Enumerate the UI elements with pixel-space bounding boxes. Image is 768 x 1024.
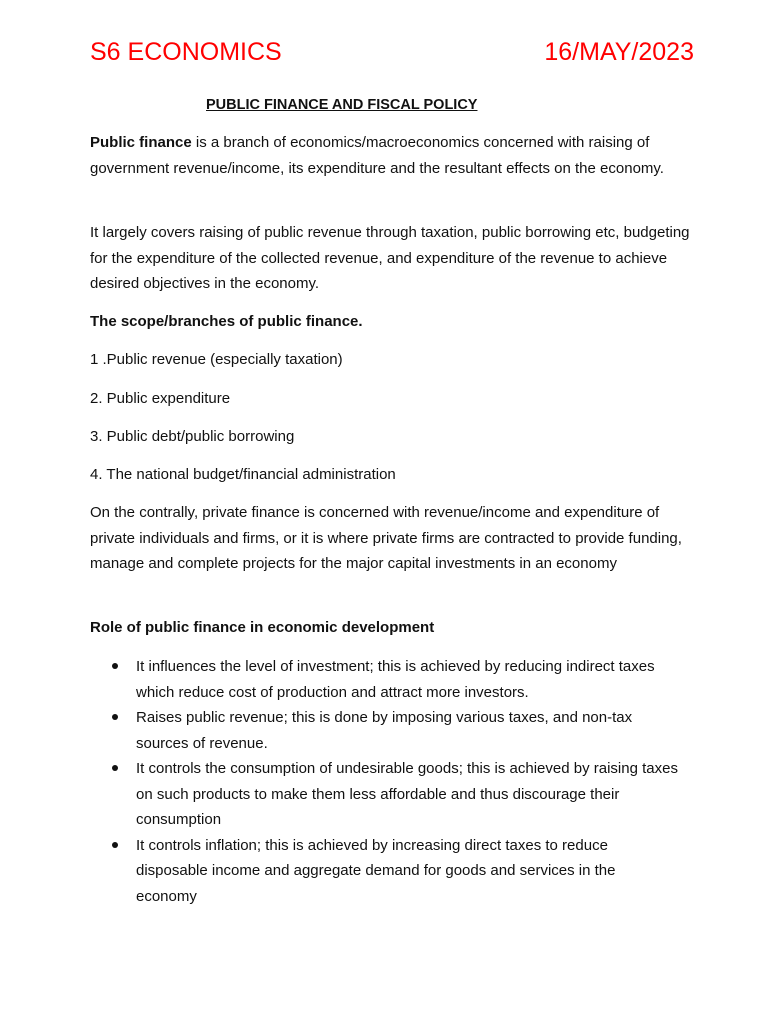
bullet-icon [112, 663, 118, 669]
bullet-icon [112, 842, 118, 848]
role-item-text: It controls inflation; this is achieved by increasing direct taxes to reduce disposable income and aggregate demand for goods and services in the economy [136, 836, 616, 905]
scope-item: 2. Public expenditure [90, 390, 231, 407]
role-item-text: Raises public revenue; this is done by imposing various taxes, and non-tax sources of revenue. [136, 709, 633, 752]
bullet-icon [112, 765, 118, 771]
scope-item: 1 .Public revenue (especially taxation) [90, 351, 343, 368]
role-list [90, 654, 680, 909]
date-header: 16/MAY/2023 [544, 38, 694, 66]
role-list-item [90, 833, 680, 910]
subject-header: S6 ECONOMICS [90, 38, 282, 66]
role-item-text: It controls the consumption of undesirable goods; this is achieved by raising taxes on such products to make them less affordable and thus discourage their consumption [136, 760, 678, 828]
scope-heading: The scope/branches of public finance. [90, 313, 363, 330]
scope-item: 4. The national budget/financial administration [90, 466, 396, 483]
private-finance-paragraph [90, 500, 690, 577]
bullet-icon [112, 714, 118, 720]
intro-term: Public finance [90, 134, 192, 151]
role-heading: Role of public finance in economic development [90, 619, 435, 636]
private-finance-text: On the contrally, private finance is concerned with revenue/income and expenditure of private individuals and firms, or it is where private firms are contracted to provide funding, manage and complete projects for the major capital investments in an economy [90, 504, 682, 572]
role-item-text: It influences the level of investment; this is achieved by reducing indirect taxes which reduce cost of production and attract more investors. [136, 658, 655, 701]
intro-definition: is a branch of economics/macroeconomics concerned with raising of government revenue/income, its expenditure and the resultant effects on the economy. [90, 134, 664, 177]
intro-paragraph [90, 130, 690, 181]
role-list-item [90, 705, 680, 756]
scope-item: 3. Public debt/public borrowing [90, 428, 295, 445]
document-title: PUBLIC FINANCE AND FISCAL POLICY [206, 97, 478, 113]
role-list-item [90, 756, 680, 833]
coverage-paragraph [90, 220, 690, 297]
role-list-item [90, 654, 680, 705]
coverage-text: It largely covers raising of public revenue through taxation, public borrowing etc, budgeting for the expenditure of the collected revenue, and expenditure of the revenue to achieve desired objectives in the economy. [90, 224, 690, 292]
